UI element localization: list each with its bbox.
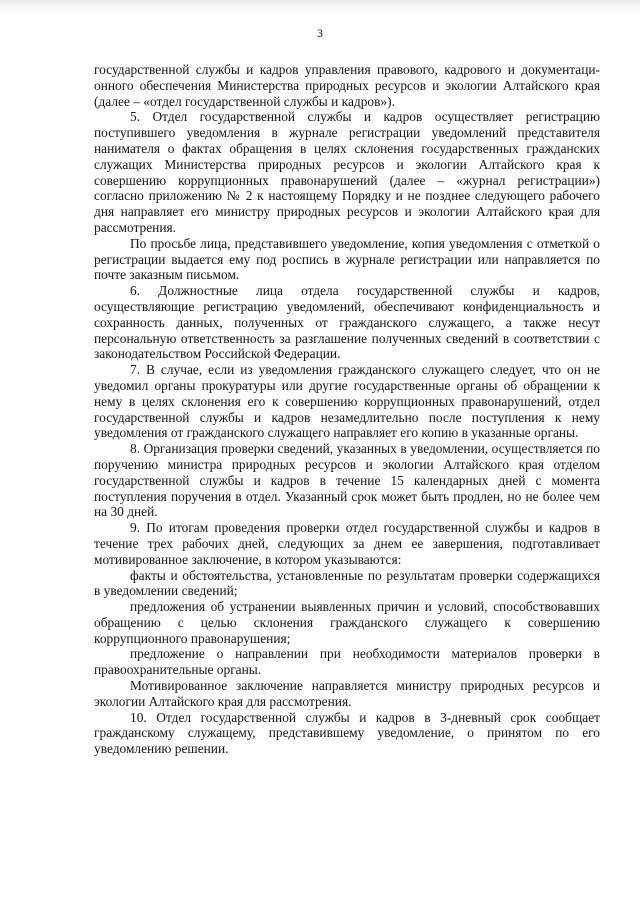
paragraph-item-9-referral: предложение о направлении при необходимости материалов проверки в правоохранительные органы. — [94, 646, 600, 678]
paragraph-item-10: 10. Отдел государственной службы и кадров в 3-дневный срок сообщает гражданскому служащему, представившему уведомление, о принятом по его уведомлению решении. — [94, 709, 600, 757]
document-body — [94, 62, 600, 757]
paragraph-conclusion: Мотивированное заключение направляется министру природных ресурсов и экологии Алтайского края для рассмотрения. — [94, 678, 600, 709]
paragraph-item-9-facts: факты и обстоятельства, установленные по результатам проверки содержащихся в уведомлении сведений; — [94, 567, 600, 599]
scan-top-edge — [0, 0, 640, 10]
paragraph-copy-request: По просьбе лица, представившего уведомление, копия уведомления с отметкой о регистрации выдается ему под роспись в журнале регистрации или направляется по почте заказным письмом. — [94, 235, 600, 283]
paragraph-item-9: 9. По итогам проведения проверки отдел государственной службы и кадров в течение трех рабочих дней, следующих за днем ее завершения, подготавливает мотивированное заключение, в котором указываются: — [94, 520, 600, 567]
paragraph-item-8: 8. Организация проверки сведений, указанных в уведомлении, осуществляется по поручению министра природных ресурсов и экологии Алтайского края отделом государственной службы и кадров в течение 15 календарных дней с момента поступления поручения в отдел. Указанный срок может быть продлен, но не более чем на 30 дней. — [94, 441, 600, 520]
page-number: 3 — [317, 26, 323, 40]
paragraph-item-5: 5. Отдел государственной службы и кадров осуществляет регистрацию поступившего уведомления в журнале регистрации уведомлений представителя нанимателя о фактах обращения в целях склонения государственных гражданских служащих Министерства природных ресурсов и экологии Алтайского края к совершению коррупционных правонарушений (далее – «журнал регистрации») согласно приложению № 2 к настоящему Порядку и не позднее следующего рабочего дня направляет его министру природных ресурсов и экологии Алтайского края для рассмотрения. — [94, 109, 600, 235]
paragraph-item-9-proposals: предложения об устранении выявленных причин и условий, способствовавших обращению с целью склонения гражданского служащего к совершению коррупционного правонарушения; — [94, 599, 600, 646]
paragraph-item-6: 6. Должностные лица отдела государственной службы и кадров, осуществляющие регистрацию уведомлений, обеспечивают конфиденциальность и сохранность данных, полученных от гражданского служащего, а также несут персональную ответственность за разглашение полученных сведений в соответствии с законодательством Российской Федерации. — [94, 283, 600, 362]
paragraph-continuation: государственной службы и кадров управления правового, кадрового и документационного обеспечения Министерства природных ресурсов и экологии Алтайского края (далее – «отдел государственной службы и кадров»). — [94, 62, 600, 109]
paragraph-item-7: 7. В случае, если из уведомления гражданского служащего следует, что он не уведомил органы прокуратуры или другие государственные органы об обращении к нему в целях склонения его к совершению коррупционных правонарушений, отдел государственной службы и кадров незамедлительно после поступления к нему уведомления от гражданского служащего направляет его копию в указанные органы. — [94, 362, 600, 441]
